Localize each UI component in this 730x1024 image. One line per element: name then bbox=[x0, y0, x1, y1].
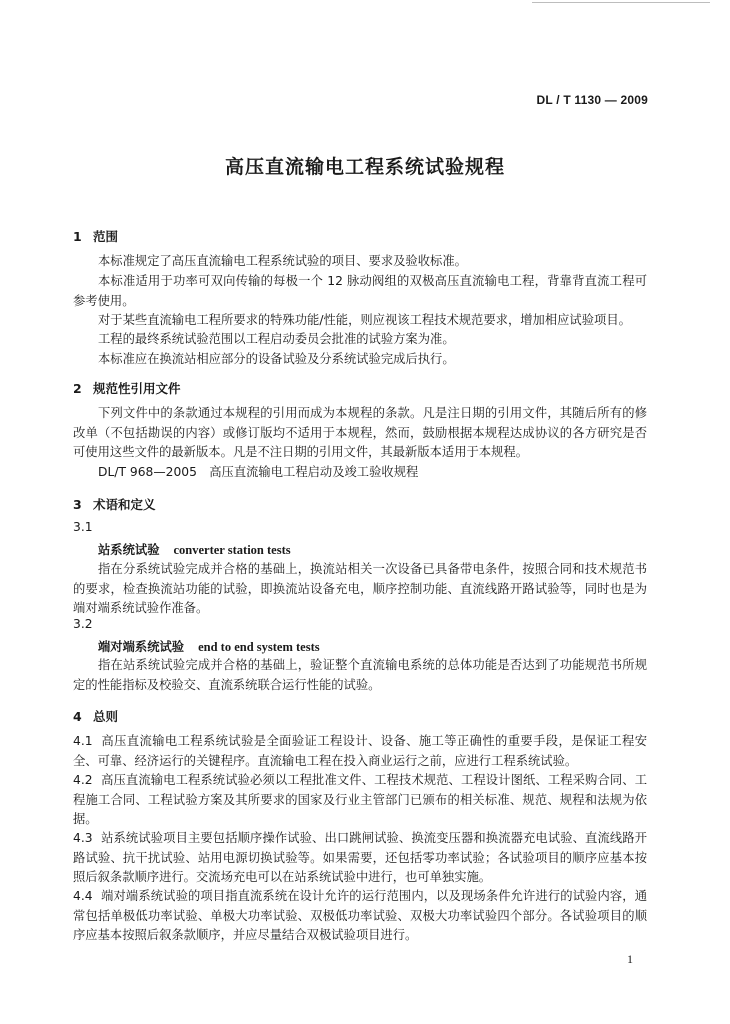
document-title: 高压直流输电工程系统试验规程 bbox=[224, 156, 505, 178]
term-title bbox=[98, 637, 320, 655]
clause-text: 端对端系统试验的项目指直流系统在设计允许的运行范围内，以及现场条件允许进行的试验内容，通常包括单极低功率试验、单极大功率试验、双极低功率试验、双极大功率试验四个部分。各试验项目的顺序应基本按照后叙条款顺序，并应尽量结合双极试验项目进行。 bbox=[73, 889, 647, 942]
term-cn: 站系统试验 bbox=[98, 543, 160, 557]
section-number: 2 bbox=[73, 381, 82, 396]
clause-number: 4.2 bbox=[73, 773, 93, 787]
section-2-heading bbox=[73, 379, 181, 397]
term-title bbox=[98, 540, 291, 558]
term-definition: 指在分系统试验完成并合格的基础上，换流站相关一次设备已具备带电条件，按照合同和技术规范书的要求，检查换流站功能的试验，即换流站设备充电，顺序控制功能、直流线路开路试验等，同时也是为端对端系统试验作准备。 bbox=[73, 562, 647, 615]
clause bbox=[73, 771, 647, 830]
paragraph: 下列文件中的条款通过本规程的引用而成为本规程的条款。凡是注日期的引用文件，其随后所有的修改单（不包括勘误的内容）或修订版均不适用于本规程，然而，鼓励根据本规程达成协议的各方研究是否可使用这些文件的最新版本。凡是不注日期的引用文件，其最新版本适用于本规程。 bbox=[73, 406, 647, 459]
clause-text: 高压直流输电工程系统试验必须以工程批准文件、工程技术规范、工程设计图纸、工程采购合同、工程施工合同、工程试验方案及其所要求的国家及行业主管部门已颁布的相关标准、规范、规程和法规为依据。 bbox=[73, 773, 647, 826]
page-number: 1 bbox=[627, 952, 633, 966]
section-title: 规范性引用文件 bbox=[93, 381, 181, 396]
paragraph: 本标准应在换流站相应部分的设备试验及分系统试验完成后执行。 bbox=[98, 352, 455, 366]
section-number: 4 bbox=[73, 709, 82, 724]
clause bbox=[73, 829, 647, 888]
clause-text: 站系统试验项目主要包括顺序操作试验、出口跳闸试验、换流变压器和换流器充电试验、直流线路开路试验、抗干扰试验、站用电源切换试验等。如果需要，还包括零功率试验；各试验项目的顺序应基本按照后叙条款顺序进行。交流场充电可以在站系统试验中进行，也可单独实施。 bbox=[73, 831, 647, 884]
term-number: 3.1 bbox=[73, 520, 93, 534]
clause-number: 4.1 bbox=[73, 734, 93, 748]
clause bbox=[73, 887, 647, 946]
paragraph: 本标准适用于功率可双向传输的每极一个 12 脉动阀组的双极高压直流输电工程，背靠背直流工程可参考使用。 bbox=[73, 274, 647, 308]
clause-number: 4.3 bbox=[73, 831, 93, 845]
term-number: 3.2 bbox=[73, 617, 93, 631]
clause-text: 高压直流输电工程系统试验是全面验证工程设计、设备、施工等正确性的重要手段，是保证工程安全、可靠、经济运行的关键程序。直流输电工程在投入商业运行之前，应进行工程系统试验。 bbox=[73, 734, 647, 768]
clause-number: 4.4 bbox=[73, 889, 93, 903]
section-title: 术语和定义 bbox=[93, 497, 156, 512]
standard-code: DL / T 1130 — 2009 bbox=[536, 93, 648, 107]
section-number: 1 bbox=[73, 229, 82, 244]
section-1-heading bbox=[73, 227, 118, 245]
paragraph: 对于某些直流输电工程所要求的特殊功能/性能，则应视该工程技术规范要求，增加相应试验项目。 bbox=[98, 313, 631, 327]
reference-entry: DL/T 968—2005 高压直流输电工程启动及竣工验收规程 bbox=[98, 465, 419, 479]
term-en: converter station tests bbox=[173, 543, 291, 557]
clause bbox=[73, 732, 647, 771]
paragraph: 本标准规定了高压直流输电工程系统试验的项目、要求及验收标准。 bbox=[98, 254, 467, 268]
term-cn: 端对端系统试验 bbox=[98, 640, 185, 654]
term-en: end to end system tests bbox=[198, 640, 320, 654]
header-rule bbox=[532, 2, 710, 3]
term-definition: 指在站系统试验完成并合格的基础上，验证整个直流输电系统的总体功能是否达到了功能规范书所规定的性能指标及校验交、直流系统联合运行性能的试验。 bbox=[73, 658, 647, 692]
section-title: 范围 bbox=[93, 229, 119, 244]
section-4-heading bbox=[73, 707, 118, 725]
section-number: 3 bbox=[73, 497, 82, 512]
section-title: 总则 bbox=[93, 709, 119, 724]
paragraph: 工程的最终系统试验范围以工程启动委员会批准的试验方案为准。 bbox=[98, 332, 455, 346]
section-3-heading bbox=[73, 495, 156, 513]
